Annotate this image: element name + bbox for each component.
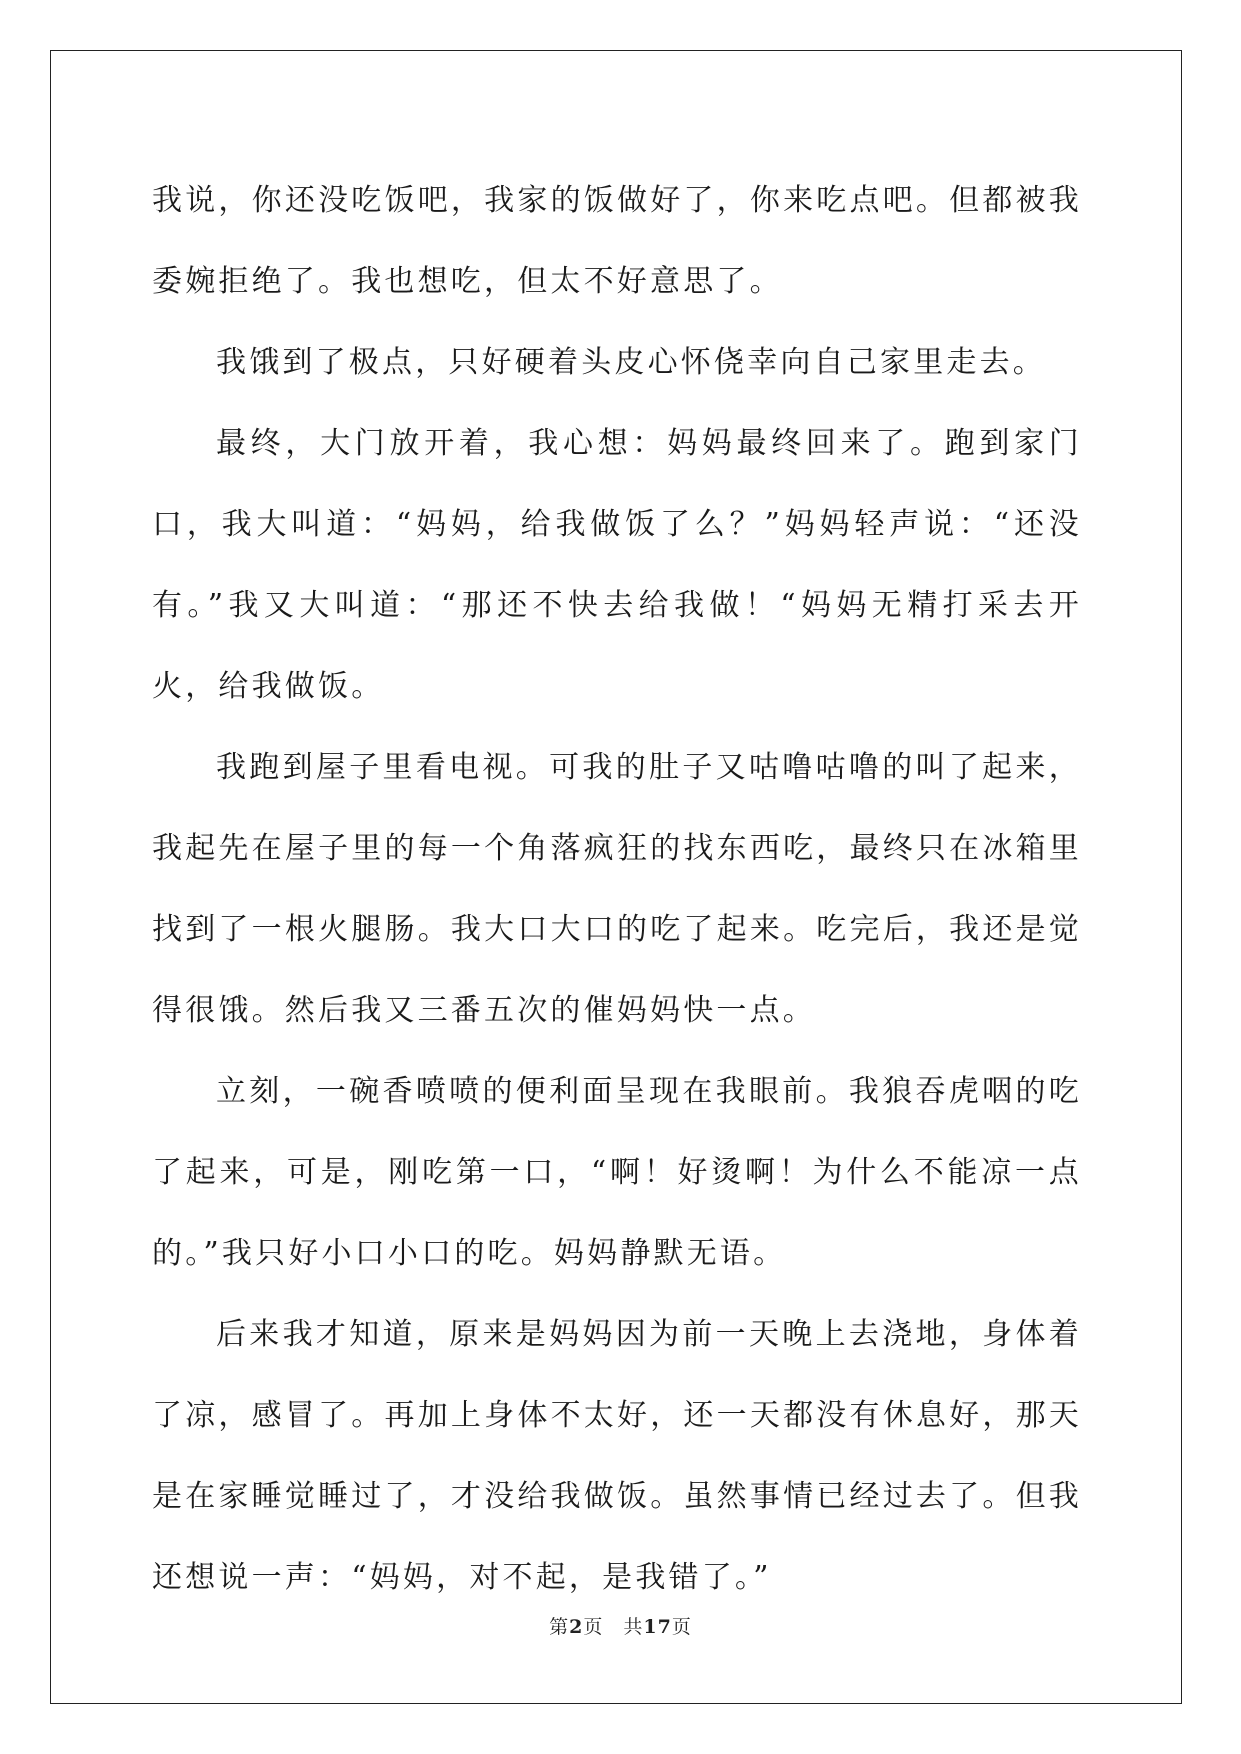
total-page-count: 17 (643, 1616, 672, 1638)
paragraph-2: 我饿到了极点，只好硬着头皮心怀侥幸向自己家里走去。 (216, 345, 1046, 380)
paragraph-3: 最终，大门放开着，我心想：妈妈最终回来了。跑到家门口，我大叫道：“妈妈，给我做饭了么？”妈妈轻声说：“还没有。”我又大叫道：“那还不快去给我做！“妈妈无精打采去开火，给我做饭。 (152, 426, 1082, 704)
total-label-prefix: 共 (623, 1616, 644, 1638)
page-label-suffix: 页 (583, 1616, 604, 1638)
page-footer (0, 1612, 1241, 1639)
paragraph-5: 立刻，一碗香喷喷的便利面呈现在我眼前。我狼吞虎咽的吃了起来，可是，刚吃第一口，“啊！好烫啊！为什么不能凉一点的。”我只好小口小口的吃。妈妈静默无语。 (152, 1074, 1082, 1271)
paragraph-6: 后来我才知道，原来是妈妈因为前一天晚上去浇地，身体着了凉，感冒了。再加上身体不太好，还一天都没有休息好，那天是在家睡觉睡过了，才没给我做饭。虽然事情已经过去了。但我还想说一声：“妈妈，对不起，是我错了。” (152, 1317, 1082, 1595)
paragraph-4: 我跑到屋子里看电视。可我的肚子又咕噜咕噜的叫了起来，我起先在屋子里的每一个角落疯狂的找东西吃，最终只在冰箱里找到了一根火腿肠。我大口大口的吃了起来。吃完后，我还是觉得很饿。然后我又三番五次的催妈妈快一点。 (152, 750, 1082, 1028)
total-label-suffix: 页 (671, 1616, 692, 1638)
current-page-number: 2 (569, 1616, 584, 1638)
paragraph-1: 我说，你还没吃饭吧，我家的饭做好了，你来吃点吧。但都被我委婉拒绝了。我也想吃，但太不好意思了。 (152, 183, 1082, 299)
document-body (152, 160, 1082, 1618)
page-label-prefix: 第 (549, 1616, 570, 1638)
